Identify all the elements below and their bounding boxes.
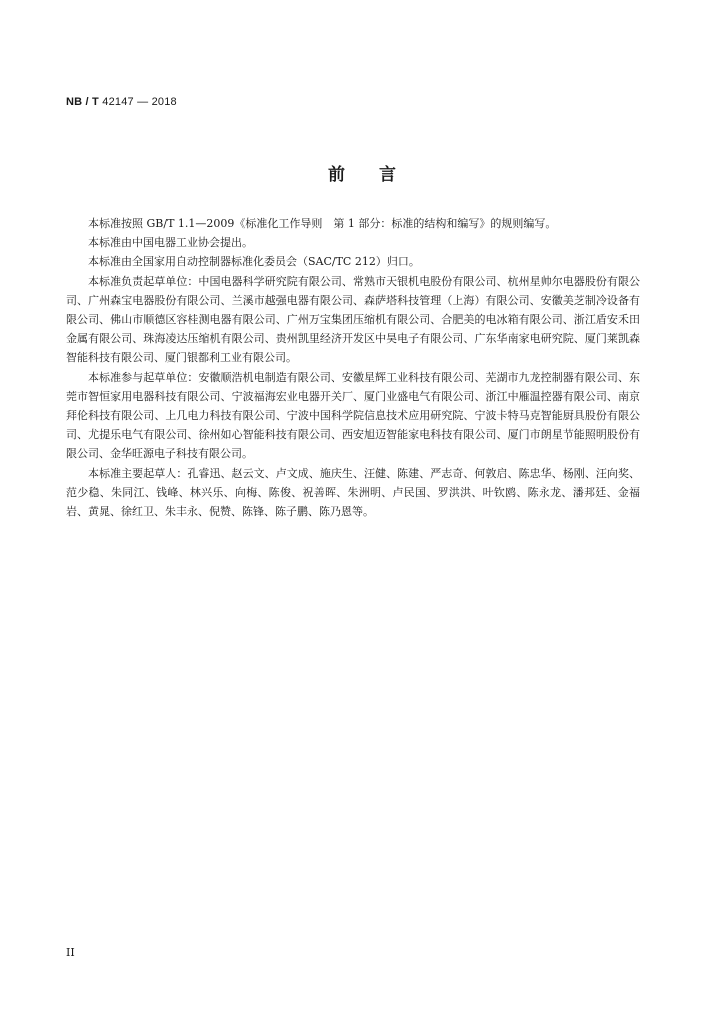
standard-dash: — [137, 96, 149, 108]
document-body [66, 214, 640, 521]
paragraph-participating-drafters: 本标准参与起草单位：安徽顺浩机电制造有限公司、安徽星辉工业科技有限公司、芜湖市九龙控制器有限公司、东莞市智恒家用电器科技有限公司、宁波福海宏业电器开关厂、厦门业盛电气有限公司、浙江中雁温控器有限公司、南京拜伦科技有限公司、上几电力科技有限公司、宁波中国科学院信息技术应用研究院、宁波卡特马克智能厨具股份有限公司、尤提乐电气有限公司、徐州如心智能科技有限公司、西安旭迈智能家电科技有限公司、厦门市朗星节能照明股份有限公司、金华旺源电子科技有限公司。 [66, 370, 640, 461]
standard-year: 2018 [151, 96, 177, 108]
paragraph-committee: 本标准由全国家用自动控制器标准化委员会（SAC/TC 212）归口。 [88, 255, 420, 269]
page-title: 前言 [328, 165, 430, 185]
standard-code [66, 96, 177, 108]
paragraph-main-authors: 本标准主要起草人：孔睿迅、赵云文、卢文成、施庆生、汪健、陈建、严志奇、何敦启、陈忠华、杨刚、汪向奖、范少稳、朱同江、钱峰、林兴乐、向梅、陈俊、祝善晖、朱洲明、卢民国、罗洪洪、叶钦鸥、陈永龙、潘邦廷、金福岩、黄晁、徐红卫、朱丰永、倪赞、陈锋、陈子鹏、陈乃恩等。 [66, 466, 640, 519]
page-number: II [66, 946, 75, 959]
paragraph-lead-drafters: 本标准负责起草单位：中国电器科学研究院有限公司、常熟市天银机电股份有限公司、杭州星帅尔电器股份有限公司、广州森宝电器股份有限公司、兰溪市越强电器有限公司、森萨塔科技管理（上海）有限公司、安徽美芝制冷设备有限公司、佛山市顺德区容桂测电器有限公司、广州万宝集团压缩机有限公司、合肥美的电冰箱有限公司、浙江盾安禾田金属有限公司、珠海凌达压缩机有限公司、贵州凯里经济开发区中昊电子有限公司、广东华南家电研究院、厦门莱凯森智能科技有限公司、厦门银都利工业有限公司。 [66, 274, 640, 365]
standard-prefix: NB / T [66, 96, 99, 108]
standard-number: 42147 [102, 96, 134, 108]
paragraph-drafting-rules: 本标准按照 GB/T 1.1—2009《标准化工作导则 第 1 部分：标准的结构和编写》的规则编写。 [88, 217, 557, 230]
paragraph-proposer: 本标准由中国电器工业协会提出。 [88, 236, 253, 250]
